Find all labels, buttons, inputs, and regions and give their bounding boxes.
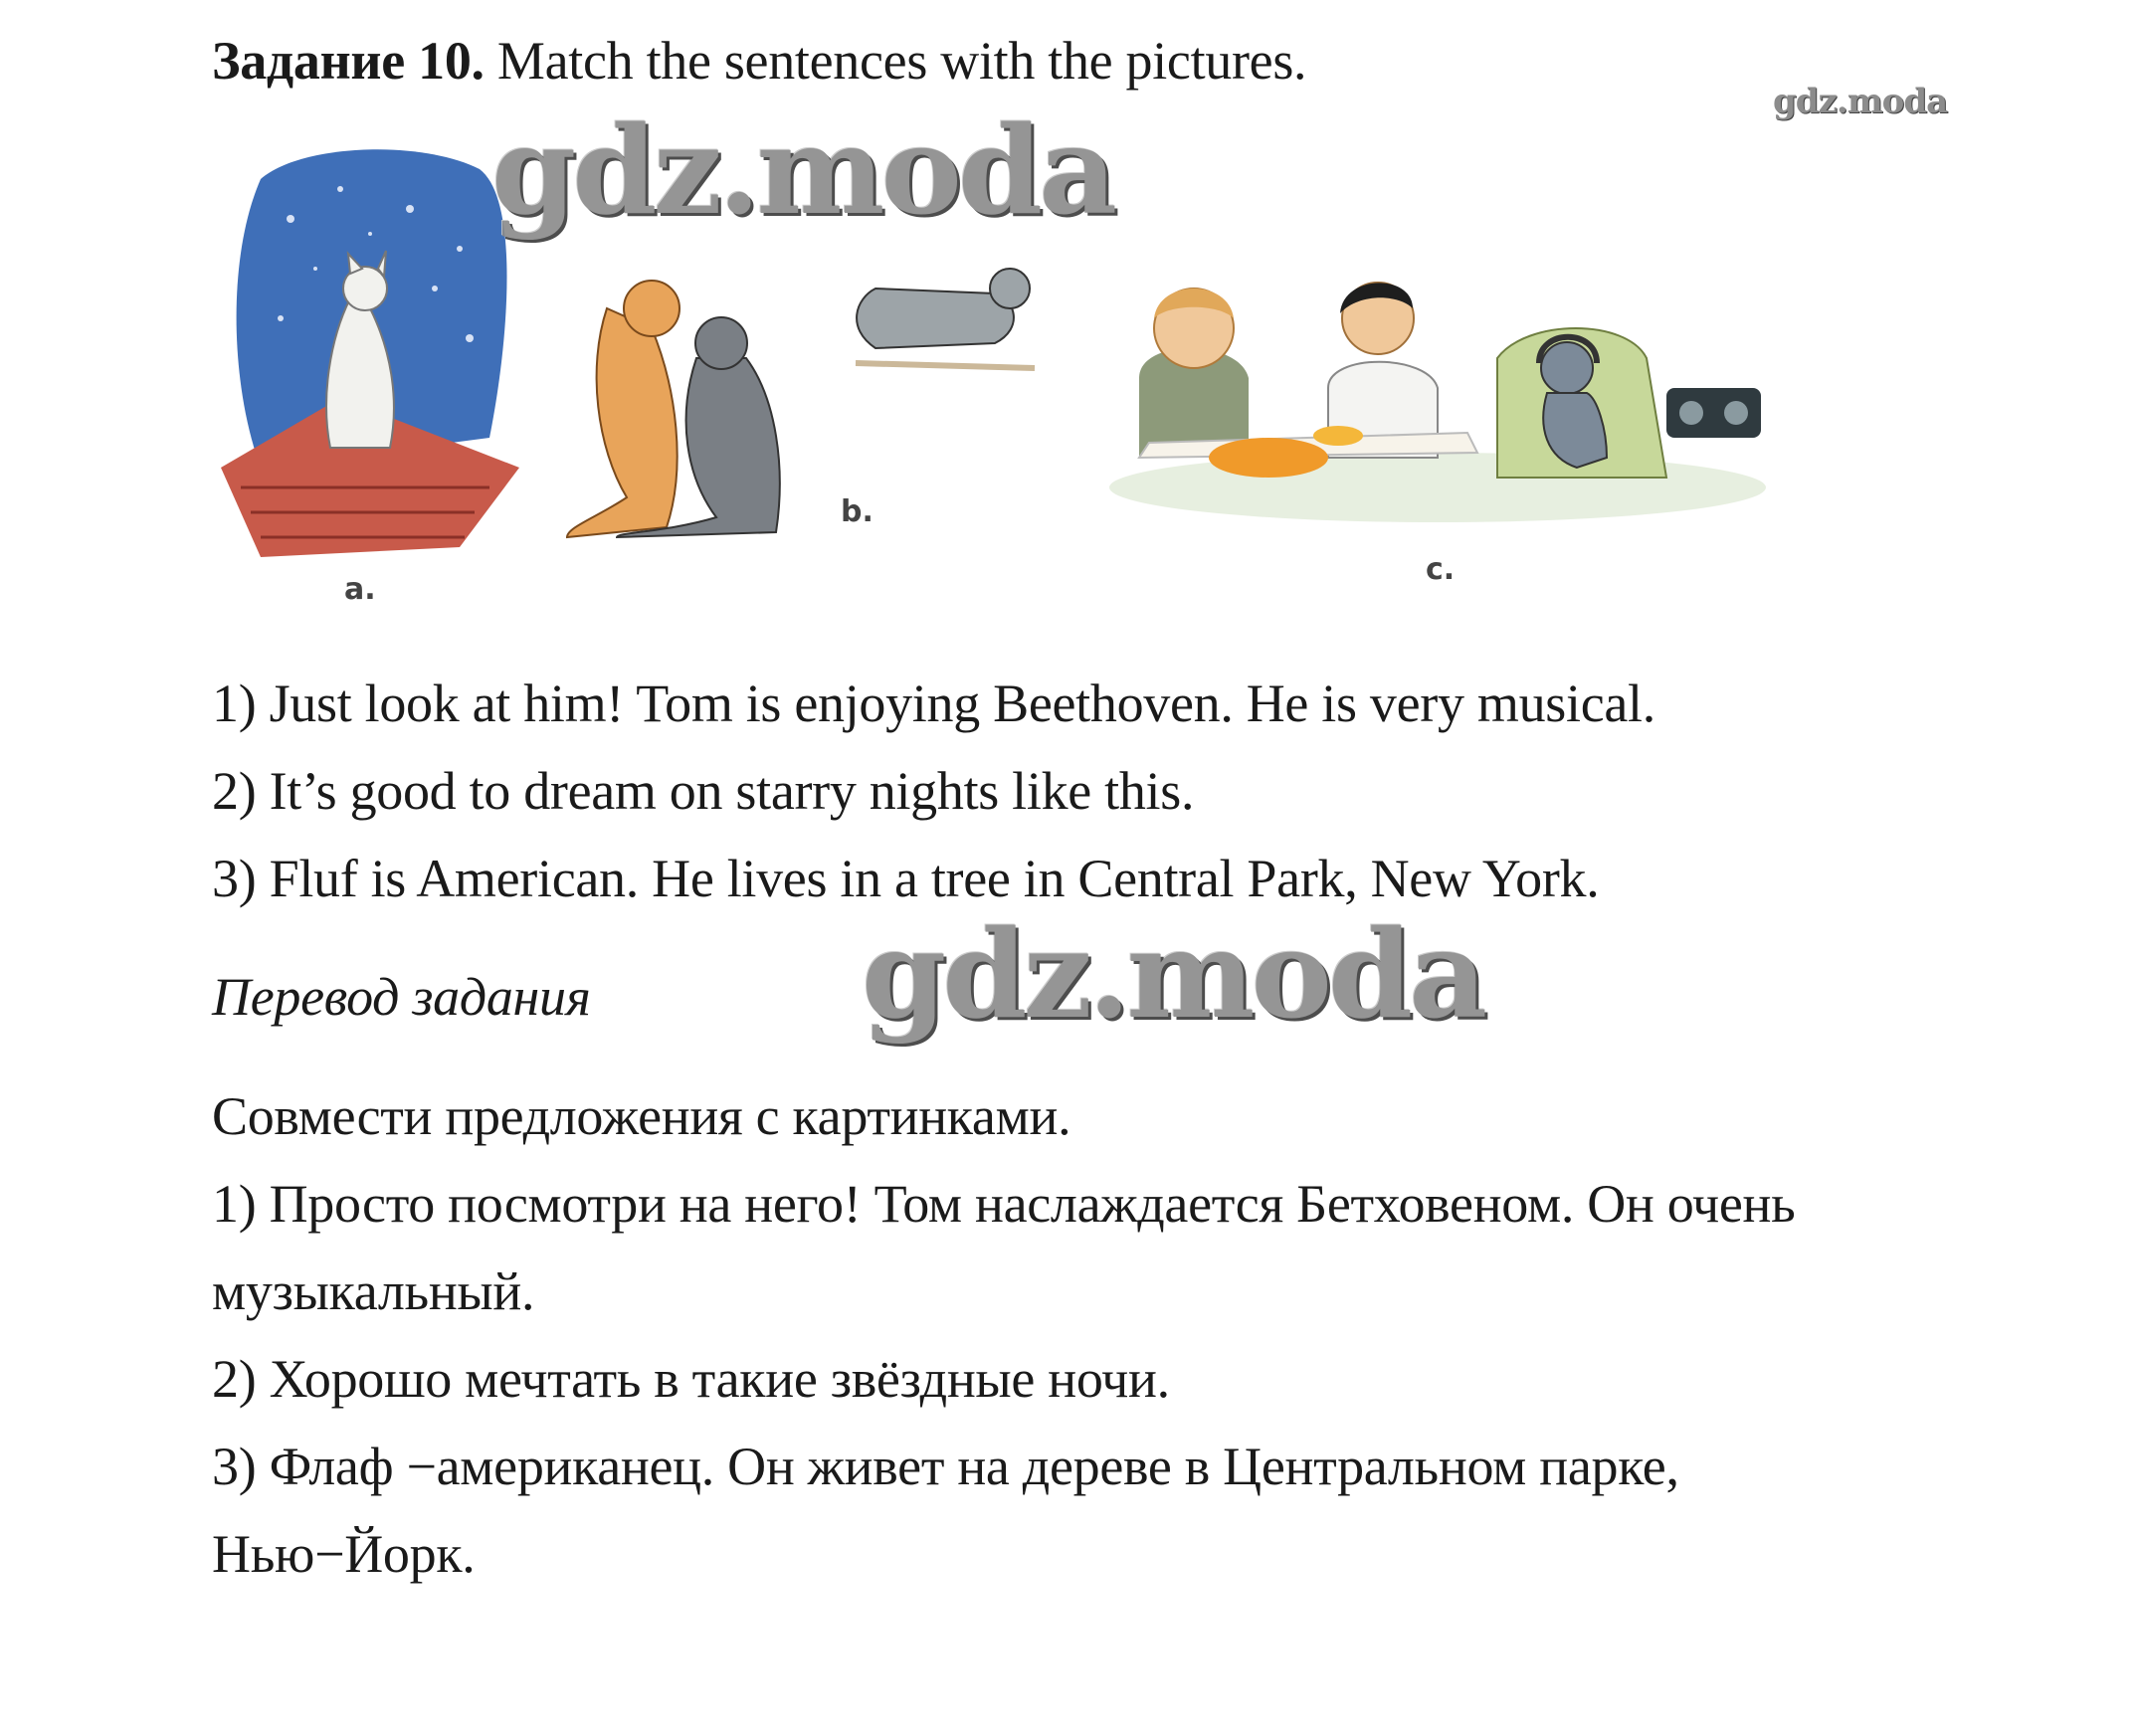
task-header (212, 31, 1307, 91)
translation-line-1-cont: музыкальный. (212, 1261, 535, 1321)
watermark-middle: gdz.moda (862, 902, 1484, 1046)
picture-c-illustration (1109, 259, 1776, 527)
sentence-2: 2) It’s good to dream on starry nights like this. (212, 761, 1195, 821)
translation-line-1: 1) Просто посмотри на него! Том наслаждается Бетховеном. Он очень (212, 1174, 1796, 1234)
picture-a-illustration (221, 139, 519, 557)
translation-line-2: 2) Хорошо мечтать в такие звёздные ночи. (212, 1349, 1170, 1409)
picture-a-label: a. (344, 572, 376, 607)
translation-line-3-cont: Нью−Йорк. (212, 1524, 476, 1584)
picture-b-label: b. (841, 494, 874, 529)
watermark-top: gdz.moda (491, 98, 1114, 242)
translation-heading: Перевод задания (212, 967, 591, 1027)
sentence-3: 3) Fluf is American. He lives in a tree in Central Park, New York. (212, 849, 1600, 908)
sentence-1: 1) Just look at him! Tom is enjoying Beethoven. He is very musical. (212, 674, 1655, 733)
picture-c-label: c. (1426, 552, 1456, 587)
translation-instruction: Совмести предложения с картинками. (212, 1086, 1071, 1146)
picture-b-illustration (557, 249, 1055, 547)
task-label: Задание 10. (212, 31, 485, 91)
translation-line-3: 3) Флаф −американец. Он живет на дереве в Центральном парке, (212, 1437, 1679, 1496)
task-instruction: Match the sentences with the pictures. (484, 31, 1307, 91)
watermark-corner: gdz.moda (1773, 82, 1948, 121)
